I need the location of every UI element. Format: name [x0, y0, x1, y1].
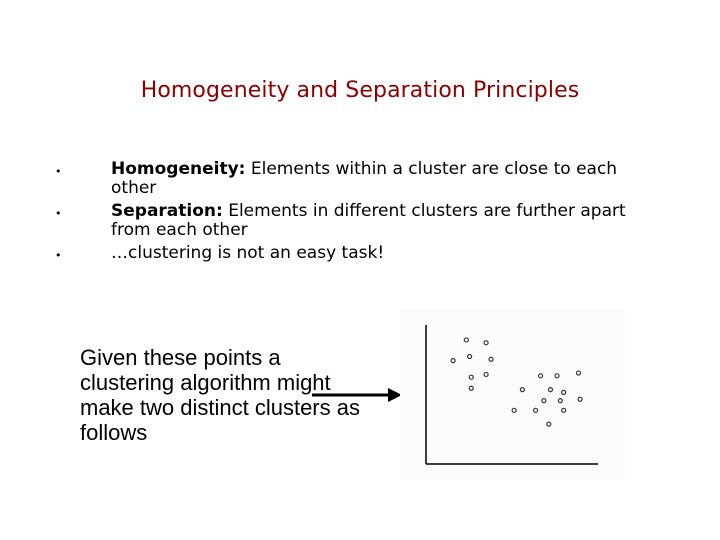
bullet-text: Elements within a cluster are close to each other [111, 159, 618, 198]
right-arrow-icon [310, 385, 402, 407]
data-point [562, 408, 566, 412]
bullet-text: …clustering is not an easy task! [111, 243, 385, 263]
slide-title: Homogeneity and Separation Principles [140, 78, 580, 103]
data-point [451, 359, 455, 363]
data-point [558, 399, 562, 403]
data-point [520, 388, 524, 392]
caption-text: Given these points a clustering algorithm might make two distinct clusters as follows [80, 345, 360, 445]
scatter-plot [400, 310, 625, 480]
bullet-dot-icon: • [55, 207, 62, 220]
data-point [469, 386, 473, 390]
plot-background [400, 310, 625, 480]
data-point [489, 357, 493, 361]
bullet-term: Homogeneity: [111, 159, 246, 179]
bullet-dot-icon: • [55, 249, 62, 262]
data-point [542, 399, 546, 403]
bullet-conclusion [55, 244, 665, 263]
data-point [539, 374, 543, 378]
bullet-term: Separation: [111, 201, 223, 221]
data-point [468, 355, 472, 359]
bullet-separation [55, 202, 665, 240]
data-point [464, 338, 468, 342]
data-point [469, 375, 473, 379]
data-point [555, 374, 559, 378]
bullet-homogeneity [55, 160, 665, 198]
data-point [484, 341, 488, 345]
data-point [562, 390, 566, 394]
data-point [548, 388, 552, 392]
data-point [484, 372, 488, 376]
data-point [578, 397, 582, 401]
bullet-dot-icon: • [55, 165, 62, 178]
data-point [547, 422, 551, 426]
bullet-list [55, 160, 665, 267]
data-point [512, 408, 516, 412]
bullet-text: Elements in different clusters are further apart from each other [111, 201, 626, 240]
data-point [534, 408, 538, 412]
data-point [577, 371, 581, 375]
